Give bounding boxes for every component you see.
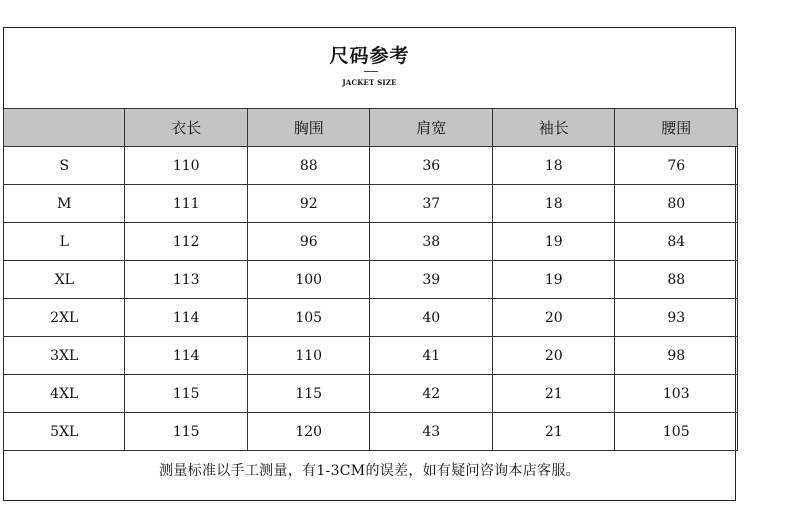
length-cell: 114	[125, 299, 248, 337]
length-cell: 114	[125, 337, 248, 375]
size-cell: L	[4, 223, 125, 261]
length-cell: 115	[125, 375, 248, 413]
chest-cell: 115	[247, 375, 370, 413]
header-size	[4, 109, 125, 147]
chart-title: 尺码参考	[329, 45, 410, 67]
sleeve-cell: 21	[492, 413, 615, 451]
shoulder-cell: 42	[370, 375, 493, 413]
sleeve-cell: 20	[492, 299, 615, 337]
size-cell: S	[4, 147, 125, 185]
table-row	[4, 261, 738, 299]
chest-cell: 96	[247, 223, 370, 261]
chart-subtitle: JACKET SIZE	[342, 78, 397, 87]
table-row	[4, 223, 738, 261]
shoulder-cell: 41	[370, 337, 493, 375]
table-row	[4, 413, 738, 451]
chest-cell: 88	[247, 147, 370, 185]
waist-cell: 80	[615, 185, 738, 223]
table-row	[4, 337, 738, 375]
table-row	[4, 147, 738, 185]
size-cell: 2XL	[4, 299, 125, 337]
chest-cell: 92	[247, 185, 370, 223]
title-block	[4, 28, 735, 108]
waist-cell: 103	[615, 375, 738, 413]
shoulder-cell: 37	[370, 185, 493, 223]
table-row	[4, 375, 738, 413]
length-cell: 111	[125, 185, 248, 223]
sleeve-cell: 20	[492, 337, 615, 375]
shoulder-cell: 40	[370, 299, 493, 337]
length-cell: 110	[125, 147, 248, 185]
sleeve-cell: 18	[492, 147, 615, 185]
size-chart	[3, 27, 736, 501]
size-cell: 5XL	[4, 413, 125, 451]
shoulder-cell: 43	[370, 413, 493, 451]
chest-cell: 120	[247, 413, 370, 451]
waist-cell: 76	[615, 147, 738, 185]
size-cell: XL	[4, 261, 125, 299]
waist-cell: 88	[615, 261, 738, 299]
sleeve-cell: 18	[492, 185, 615, 223]
shoulder-cell: 38	[370, 223, 493, 261]
header-length: 衣长	[125, 109, 248, 147]
sleeve-cell: 19	[492, 261, 615, 299]
waist-cell: 105	[615, 413, 738, 451]
table-row	[4, 299, 738, 337]
length-cell: 112	[125, 223, 248, 261]
size-cell: M	[4, 185, 125, 223]
size-table	[3, 108, 738, 451]
waist-cell: 84	[615, 223, 738, 261]
shoulder-cell: 39	[370, 261, 493, 299]
sleeve-cell: 19	[492, 223, 615, 261]
measurement-note: 测量标准以手工测量，有1-3CM的误差，如有疑问咨询本店客服。	[159, 463, 580, 479]
chest-cell: 100	[247, 261, 370, 299]
header-waist: 腰围	[615, 109, 738, 147]
length-cell: 115	[125, 413, 248, 451]
size-cell: 3XL	[4, 337, 125, 375]
table-row	[4, 185, 738, 223]
table-header-row	[4, 109, 738, 147]
sleeve-cell: 21	[492, 375, 615, 413]
shoulder-cell: 36	[370, 147, 493, 185]
size-cell: 4XL	[4, 375, 125, 413]
chest-cell: 105	[247, 299, 370, 337]
header-sleeve: 袖长	[492, 109, 615, 147]
length-cell: 113	[125, 261, 248, 299]
header-chest: 胸围	[247, 109, 370, 147]
title-divider	[364, 71, 378, 72]
chest-cell: 110	[247, 337, 370, 375]
waist-cell: 98	[615, 337, 738, 375]
waist-cell: 93	[615, 299, 738, 337]
header-shoulder: 肩宽	[370, 109, 493, 147]
